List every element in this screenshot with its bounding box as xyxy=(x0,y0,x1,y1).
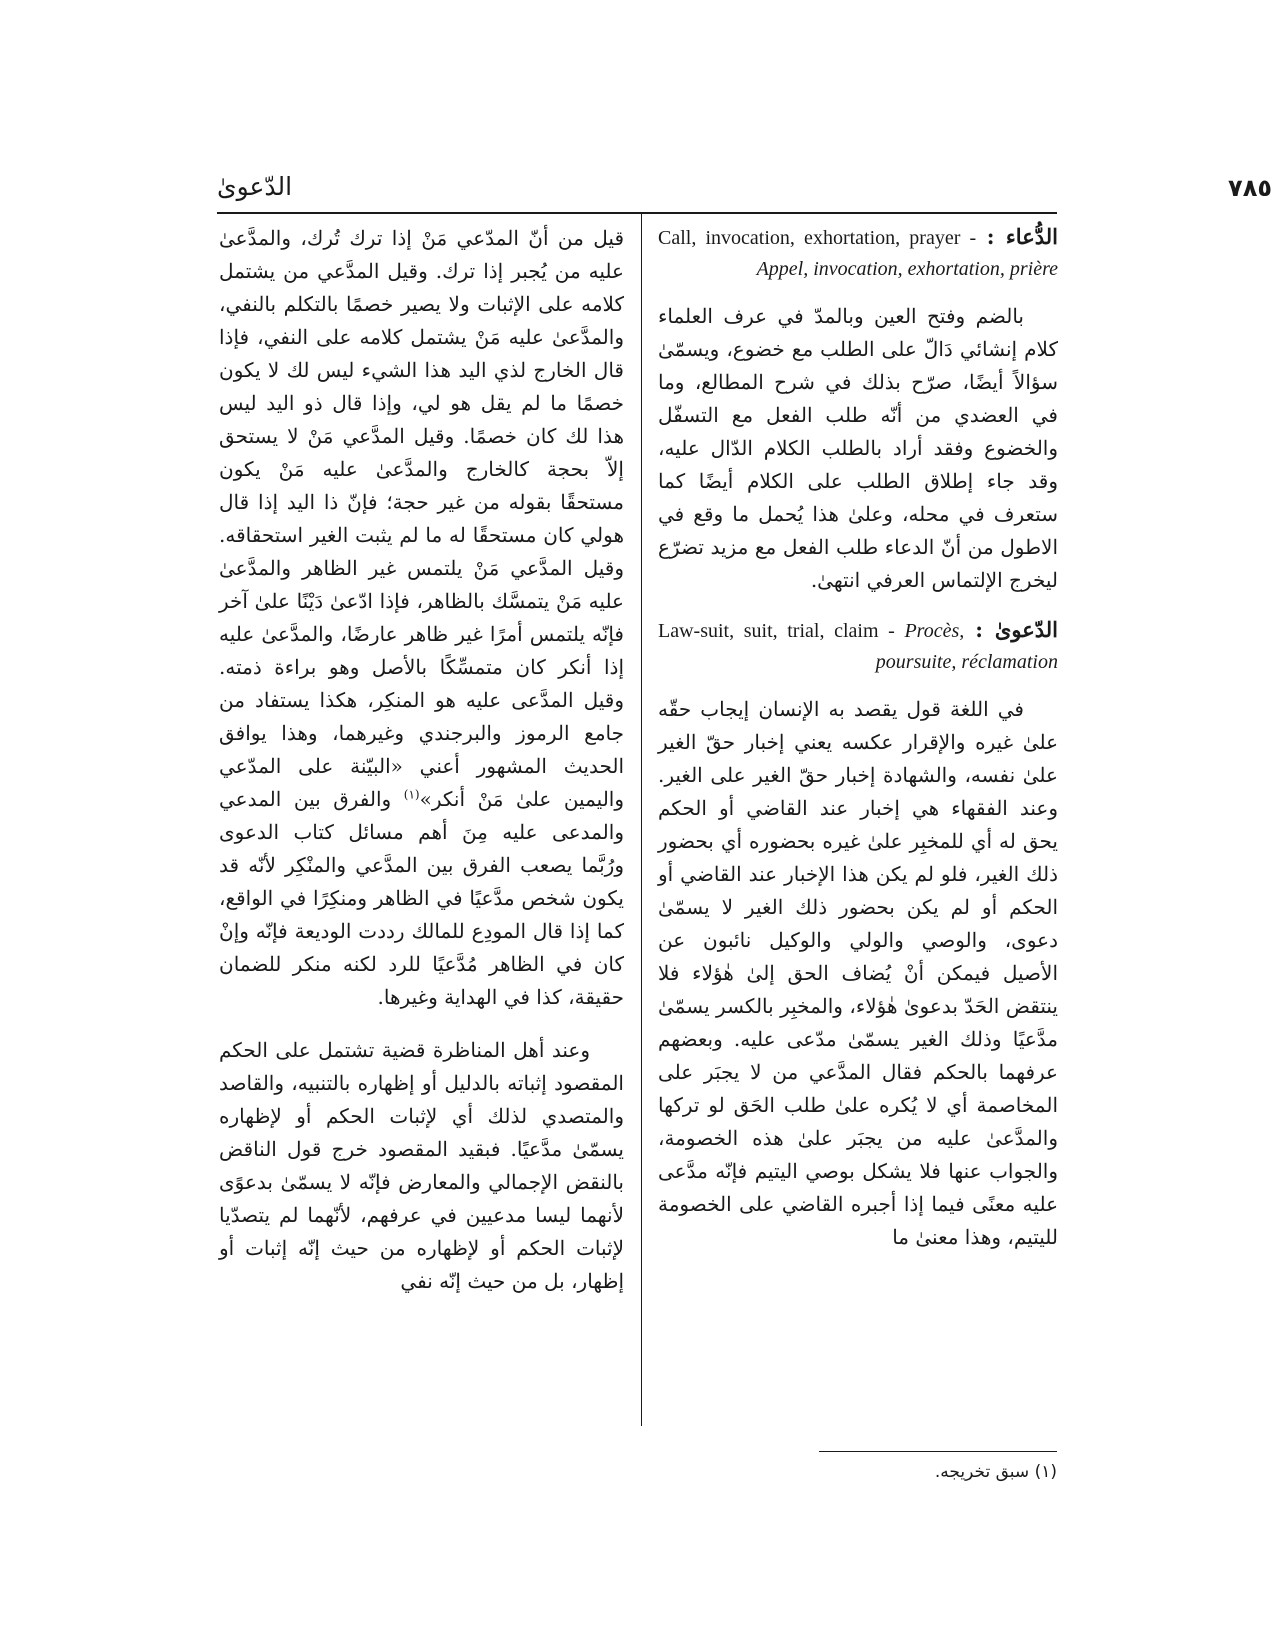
entry-dua-separator: - xyxy=(960,227,977,249)
entry-dawa-heading xyxy=(658,615,1058,677)
left-column xyxy=(219,222,624,1298)
paragraph-gap xyxy=(219,1014,624,1034)
entry-dua-french: Appel, invocation, exhortation, prière xyxy=(756,258,1058,280)
footnote-rule xyxy=(819,1451,1057,1452)
page-number: ٧٨٥ xyxy=(1228,174,1272,202)
footnote-marker: (١) xyxy=(403,787,420,802)
debate-definition-paragraph: وعند أهل المناظرة قضية تشتمل على الحكم المقصود إثباته بالدليل أو إظهاره بالتنبيه، والقاصد والمتصدي لذلك أي لإثبات الحكم أو لإظهاره يسمّىٰ مدَّعيًا. فبقيد المقصود خرج قول الناقض بالنقض الإجمالي والمعارض فإنّه لا يسمّىٰ بدعوًى لأنهما ليسا مدعيين في عرفهم، لأنّهما لم يتصدّيا لإثبات الحكم أو لإظهاره من حيث إنّه إثبات أو إظهار، بل من حيث إنّه نفي xyxy=(219,1038,624,1293)
running-title: الدّعوىٰ xyxy=(217,172,293,201)
continuation-paragraph xyxy=(219,222,624,1014)
column-divider xyxy=(641,214,642,1426)
entry-dua-headword: الدُّعاء : xyxy=(986,224,1058,249)
running-head xyxy=(217,170,1272,210)
entry-dawa-headword: الدّعوىٰ : xyxy=(975,617,1058,642)
entry-dua-heading xyxy=(658,222,1058,284)
footnote: (١) سبق تخريجه. xyxy=(934,1462,1057,1482)
header-rule xyxy=(217,212,1057,214)
continuation-text-a: قيل من أنّ المدّعي مَنْ إذا ترك تُرك، والمدَّعىٰ عليه من يُجبر إذا ترك. وقيل المدَّعي من يشتمل كلامه على الإثبات ولا يصير خصمًا بالتكلم بالنفي، والمدَّعىٰ عليه مَنْ يشتمل كلامه على النفي، فإذا قال الخارج لذي اليد هذا الشيء ليس لك لا يكون خصمًا ما لم يقل هو لي، وإذا قال ذو اليد ليس هذا لك كان خصمًا. وقيل المدَّعي مَنْ لا يستحق إلاّ بحجة كالخارج والمدَّعىٰ عليه مَنْ يكون مستحقًا بقوله من غير حجة؛ فإنّ ذا اليد إذا قال هولي كان مستحقًا له ما لم يثبت الغير استحقاقه. وقيل المدَّعي مَنْ يلتمس غير الظاهر والمدَّعىٰ عليه مَنْ يتمسَّك بالظاهر، فإذا ادّعىٰ دَيْنًا علىٰ آخر فإنّه يلتمس أمرًا غير ظاهر عارضًا، والمدَّعىٰ عليه إذا أنكر كان متمسِّكًا بالأصل وهو براءة ذمته. وقيل المدَّعى عليه هو المنكِر، هكذا يستفاد من جامع الرموز والبرجندي وغيرهما، وهذا يوافق الحديث المشهور أعني «البيّنة على المدّعي واليمين علىٰ مَنْ أنكر» xyxy=(219,226,624,811)
entry-dua-definition: بالضم وفتح العين وبالمدّ في عرف العلماء كلام إنشائي دَالّ على الطلب مع خضوع، ويسمّىٰ سؤالاً أيضًا، صرّح بذلك في شرح المطالع، وما في العضدي من أنّه طلب الفعل مع التسفّل والخضوع وفقد أراد بالطلب الكلام الدّال عليه، وقد جاء إطلاق الطلب على الكلام أيضًا كما ستعرف في محله، وعلىٰ هذا يُحمل ما وقع في الاطول من أنّ الدعاء طلب الفعل مع مزيد تضرّع ليخرج الإلتماس العرفي انتهىٰ. xyxy=(658,304,1058,592)
entry-dawa-definition: في اللغة قول يقصد به الإنسان إيجاب حقّه علىٰ غيره والإقرار عكسه يعني إخبار حقّ الغير علىٰ نفسه، والشهادة إخبار حقّ الغير على الغير. وعند الفقهاء هي إخبار عند القاضي أو الحكم يحق له أي للمخبِر علىٰ غيره بحضوره أي بحضور ذلك الغير، فلو لم يكن هذا الإخبار عند القاضي أو الحكم أو لم يكن بحضور ذلك الغير لا يسمّىٰ دعوى، والوصي والولي والوكيل نائبون عن الأصيل فيمكن أنْ يُضاف الحق إلىٰ هٰؤلاء فلا ينتقض الحَدّ بدعوىٰ هٰؤلاء، والمخبِر بالكسر يسمّىٰ مدَّعيًا وذلك الغير يسمّىٰ مدّعى عليه. وبعضهم عرفهما بالحكم فقال المدَّعي من لا يجبَر على المخاصمة أي لا يُكره علىٰ طلب الحَق لو تركها والمدَّعىٰ عليه من يجبَر علىٰ هذه الخصومة، والجواب عنها فلا يشكل بوصي اليتيم فإنّه مدَّعى عليه معنًى فيما إذا أجبره القاضي على الخصومة لليتيم، وهذا معنىٰ ما xyxy=(658,697,1058,1249)
right-column xyxy=(658,222,1058,1254)
entry-dua-english: Call, invocation, exhortation, prayer xyxy=(658,227,961,249)
entry-dawa-french: Procès, poursuite, réclamation xyxy=(875,620,1058,673)
entry-dawa-english: Law-suit, suit, trial, claim xyxy=(658,620,879,642)
continuation-text-b: والفرق بين المدعي والمدعى عليه مِنَ أهم مسائل كتاب الدعوى ورُبَّما يصعب الفرق بين المدَّعي والمنْكِر لأنّه قد يكون شخص مدَّعيًا في الظاهر ومنكِرًا في الواقع، كما إذا قال المودِع للمالك رددت الوديعة فإنّه وإنْ كان في الظاهر مُدَّعيًا للرد لكنه منكر للضمان حقيقة، كذا في الهداية وغيرها. xyxy=(219,787,624,1009)
entry-dawa-separator: - xyxy=(878,620,905,642)
